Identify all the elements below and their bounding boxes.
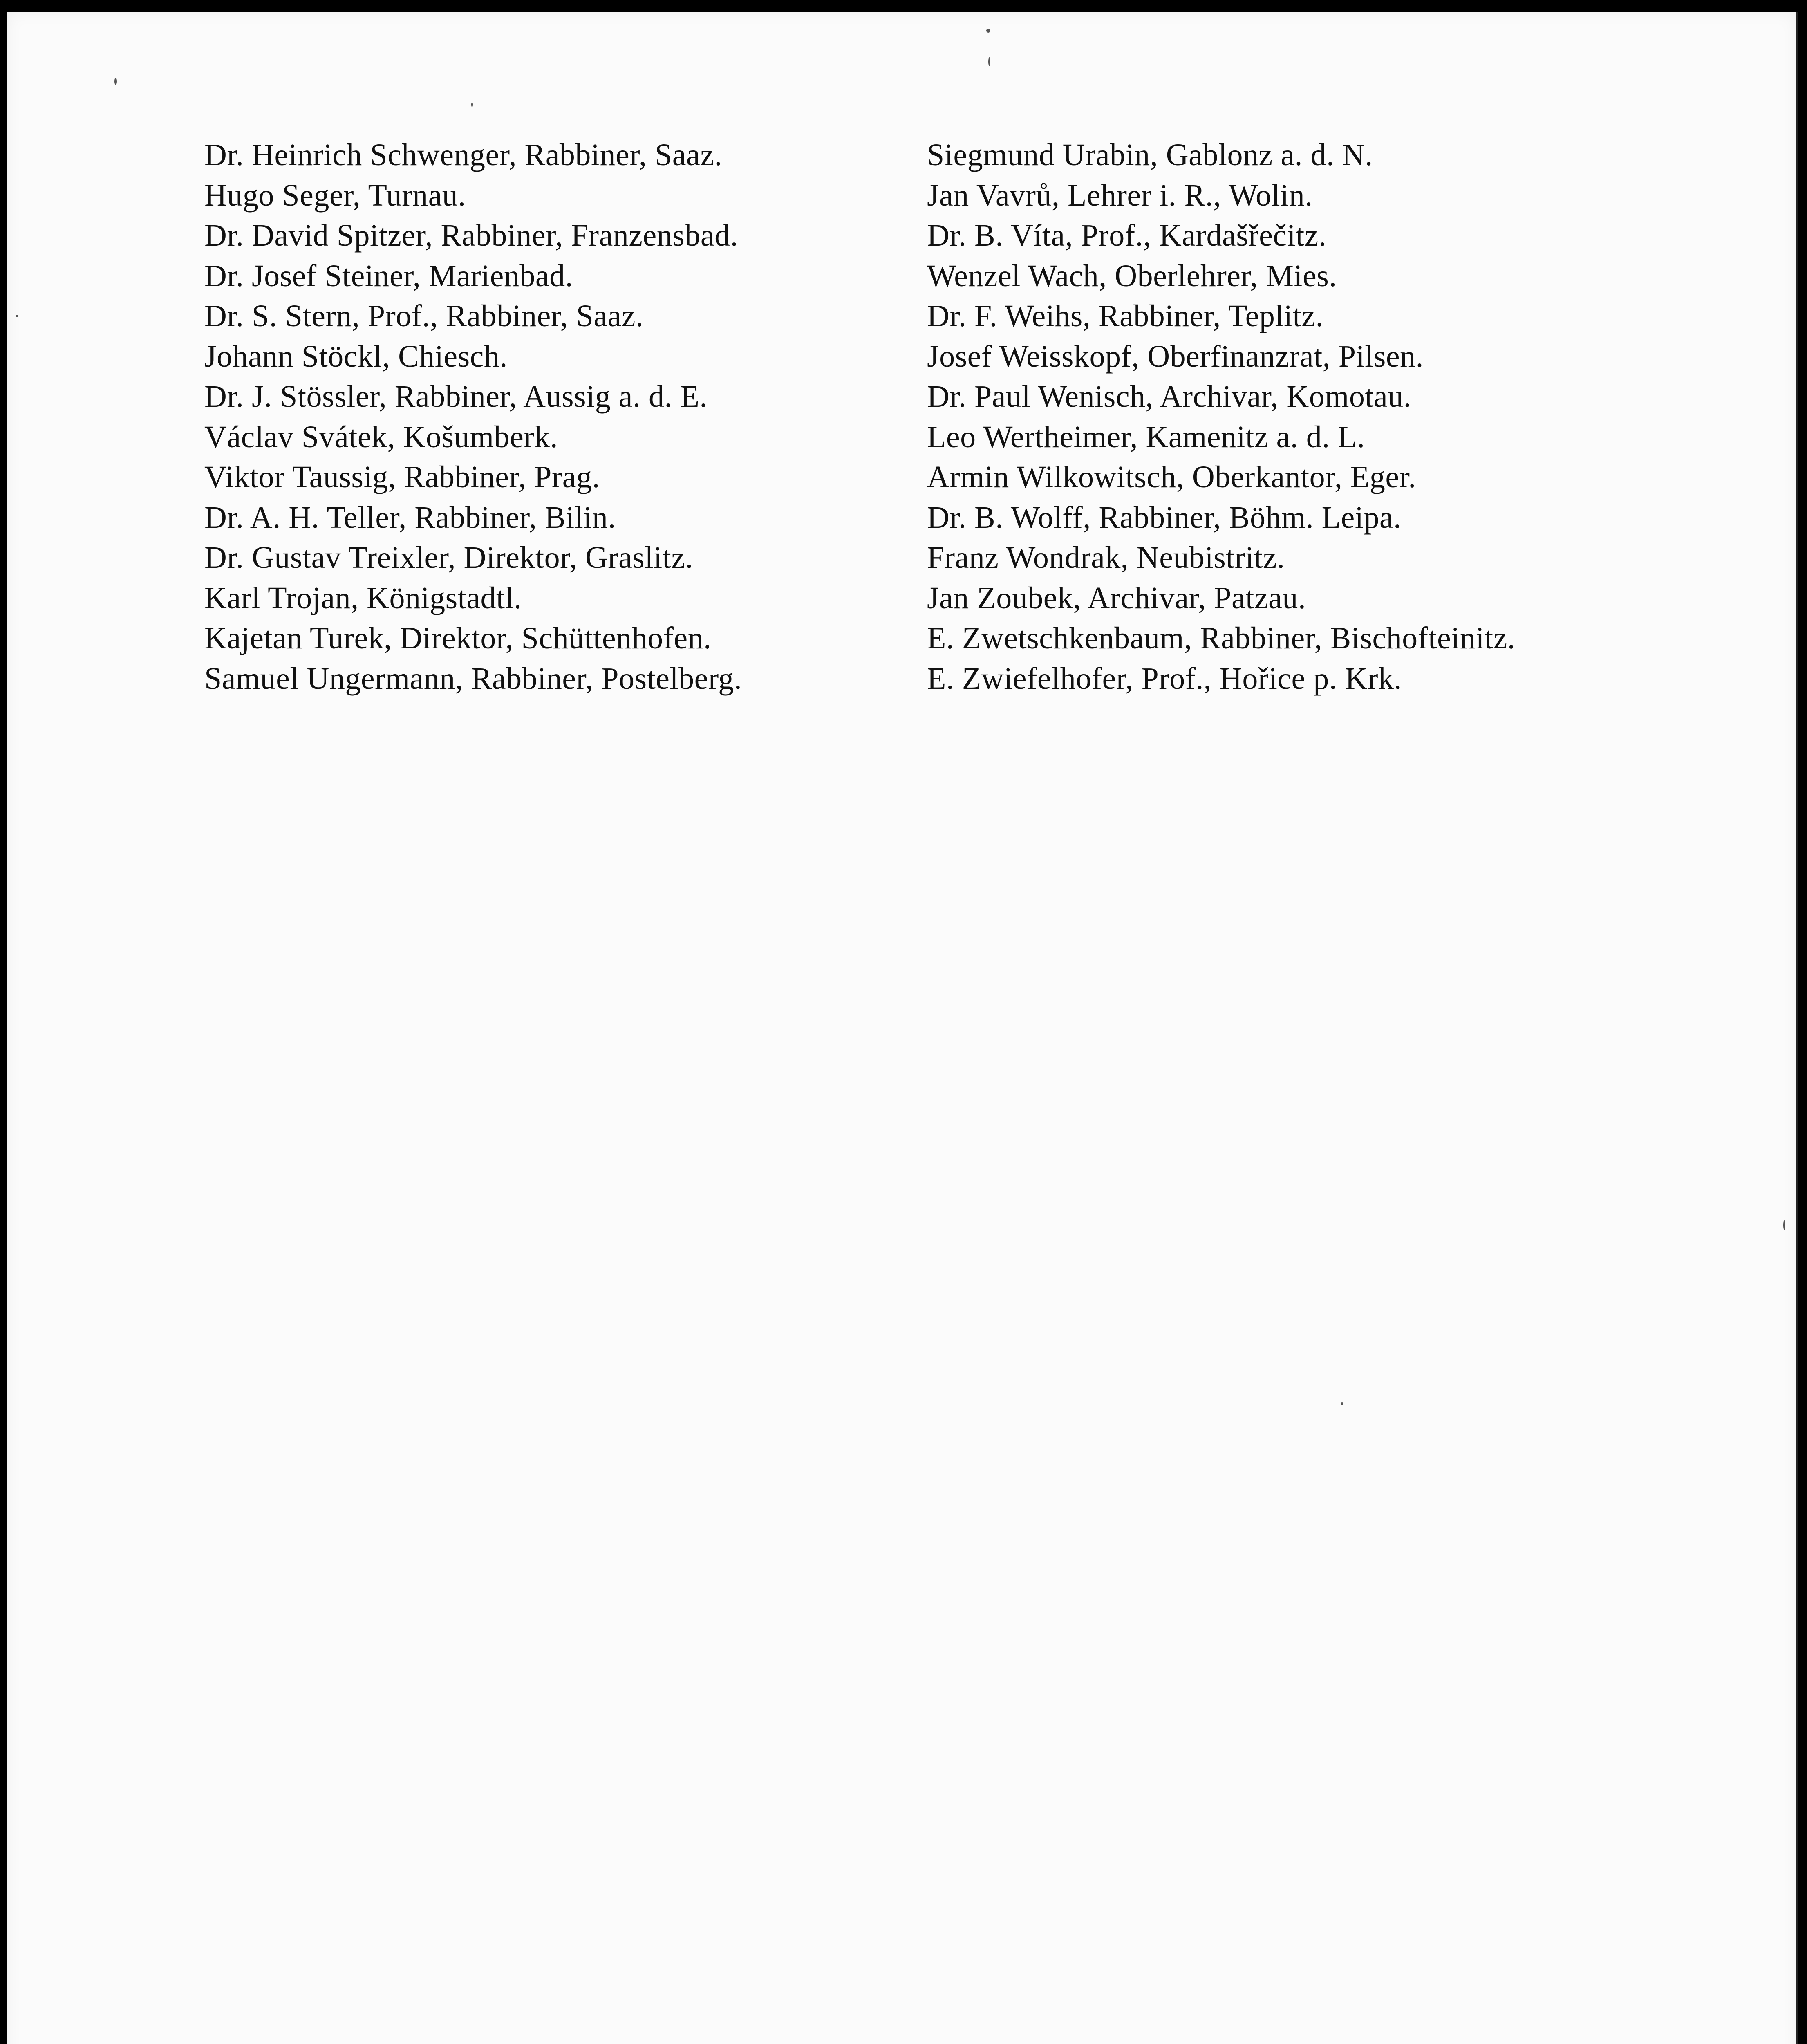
list-item: Viktor Taussig, Rabbiner, Prag. — [204, 460, 600, 494]
list-item: Dr. Heinrich Schwenger, Rabbiner, Saaz. — [204, 138, 723, 172]
list-item: Siegmund Urabin, Gablonz a. d. N. — [927, 138, 1373, 172]
list-item: Dr. David Spitzer, Rabbiner, Franzensbad. — [204, 218, 739, 253]
scan-speck — [1341, 1402, 1343, 1405]
list-item: Wenzel Wach, Oberlehrer, Mies. — [927, 258, 1337, 293]
list-item: Franz Wondrak, Neubistritz. — [927, 540, 1285, 575]
list-item: Václav Svátek, Košumberk. — [204, 419, 558, 454]
list-item: Karl Trojan, Königstadtl. — [204, 580, 522, 615]
list-item: Armin Wilkowitsch, Oberkantor, Eger. — [927, 460, 1416, 494]
list-item: Jan Zoubek, Archivar, Patzau. — [927, 580, 1306, 615]
scan-speck — [16, 315, 18, 317]
list-item: Dr. S. Stern, Prof., Rabbiner, Saaz. — [204, 299, 644, 333]
scan-speck — [988, 57, 990, 66]
list-item: Dr. J. Stössler, Rabbiner, Aussig a. d. E. — [204, 379, 708, 414]
list-item: Leo Wertheimer, Kamenitz a. d. L. — [927, 419, 1365, 454]
list-item: Samuel Ungermann, Rabbiner, Postelberg. — [204, 661, 742, 696]
list-item: Kajetan Turek, Direktor, Schüttenhofen. — [204, 621, 712, 655]
scan-speck — [986, 29, 990, 33]
list-item: Dr. F. Weihs, Rabbiner, Teplitz. — [927, 299, 1323, 333]
list-item: Dr. Josef Steiner, Marienbad. — [204, 258, 573, 293]
list-item: Dr. A. H. Teller, Rabbiner, Bilin. — [204, 500, 616, 535]
right-column — [927, 135, 1515, 699]
scan-speck — [471, 102, 473, 107]
scan-speck — [114, 78, 117, 85]
list-item: E. Zwetschkenbaum, Rabbiner, Bischofteinitz. — [927, 621, 1516, 655]
list-item: Dr. Paul Wenisch, Archivar, Komotau. — [927, 379, 1412, 414]
list-item: Dr. B. Víta, Prof., Kardašřečitz. — [927, 218, 1327, 253]
list-item: Johann Stöckl, Chiesch. — [204, 339, 508, 374]
left-column — [204, 135, 742, 699]
scan-speck — [1783, 1220, 1785, 1230]
list-item: Josef Weisskopf, Oberfinanzrat, Pilsen. — [927, 339, 1424, 374]
list-item: Jan Vavrů, Lehrer i. R., Wolin. — [927, 178, 1313, 213]
list-item: Dr. B. Wolff, Rabbiner, Böhm. Leipa. — [927, 500, 1402, 535]
list-item: Dr. Gustav Treixler, Direktor, Graslitz. — [204, 540, 693, 575]
list-item: E. Zwiefelhofer, Prof., Hořice p. Krk. — [927, 661, 1402, 696]
document-page — [7, 12, 1798, 2044]
list-item: Hugo Seger, Turnau. — [204, 178, 466, 213]
